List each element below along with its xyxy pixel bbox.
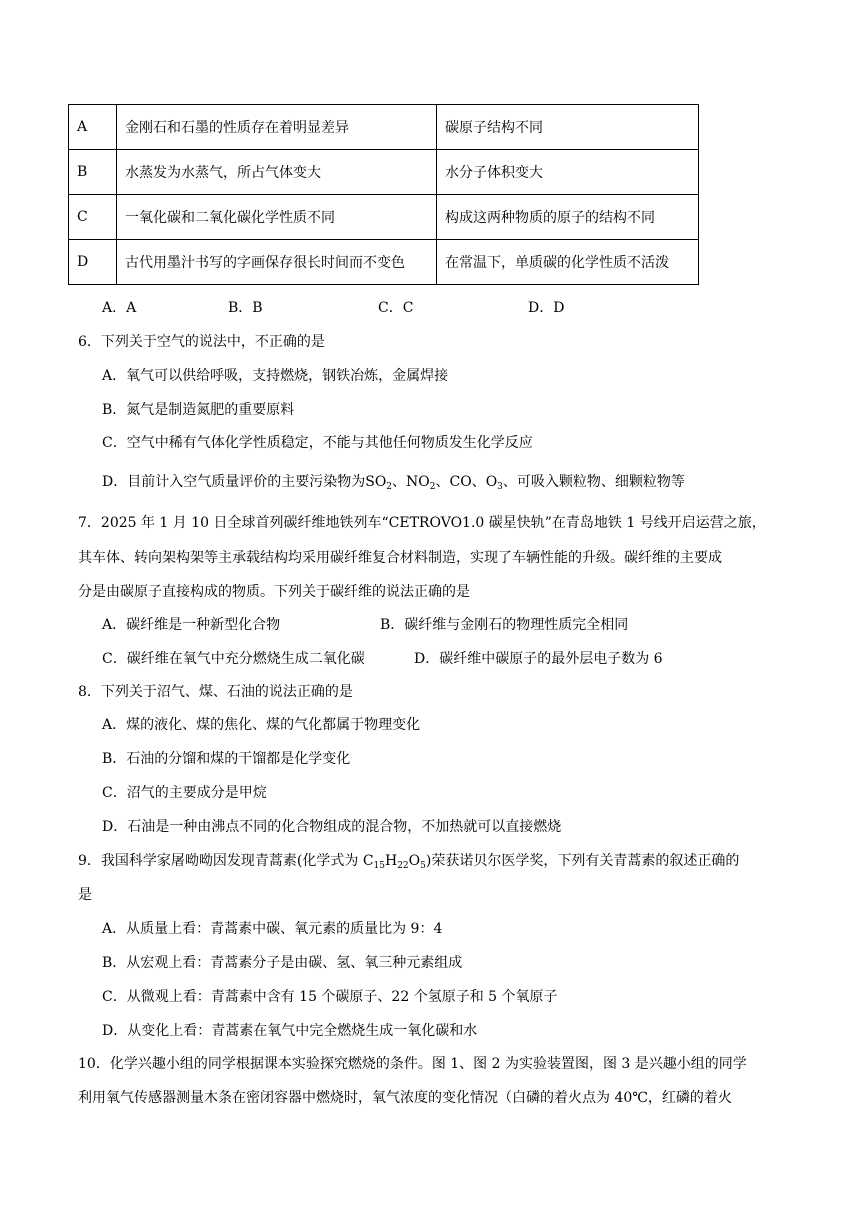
row-label: D: [69, 240, 117, 285]
q8-option-d: D．石油是一种由沸点不同的化合物组成的混合物，不加热就可以直接燃烧: [102, 819, 562, 835]
text: O: [408, 853, 421, 869]
q8-option-a: A．煤的液化、煤的焦化、煤的气化都属于物理变化: [102, 717, 421, 733]
subscript: 15: [373, 861, 385, 871]
text: H: [384, 853, 398, 869]
q8-option-b: B．石油的分馏和煤的干馏都是化学变化: [102, 751, 351, 767]
q6-option-b: B．氮气是制造氮肥的重要原料: [102, 402, 295, 418]
q7-stem-line2: 其车体、转向架构架等主承载结构均采用碳纤维复合材料制造，实现了车辆性能的升级。碳纤维的主要成: [78, 550, 722, 566]
row-label: A: [69, 105, 117, 150]
q10-stem-line1: 10．化学兴趣小组的同学根据课本实验探究燃烧的条件。图 1、图 2 为实验装置图，图 3 是兴趣小组的同学: [78, 1056, 747, 1072]
table-row: [69, 240, 699, 285]
q7-stem-line1: 7．2025 年 1 月 10 日全球首列碳纤维地铁列车“CETROVO1.0 碳星快轨”在青岛地铁 1 号线开启运营之旅，: [78, 515, 766, 531]
q5-choice-b: B．B: [228, 300, 263, 316]
table-row: [69, 105, 699, 150]
text: )荣获诺贝尔医学奖，下列有关青蒿素的叙述正确的: [425, 853, 740, 869]
q7-option-d: D．碳纤维中碳原子的最外层电子数为 6: [414, 651, 663, 667]
options-table: [68, 104, 699, 285]
q7-stem-line3: 分是由碳原子直接构成的物质。下列关于碳纤维的说法正确的是: [78, 584, 470, 600]
subscript: 5: [420, 861, 426, 871]
q8-stem: 8．下列关于沼气、煤、石油的说法正确的是: [78, 684, 353, 700]
row-explanation: 碳原子结构不同: [437, 105, 699, 150]
row-fact: 水蒸发为水蒸气，所占气体变大: [117, 150, 437, 195]
q10-stem-line2: 利用氧气传感器测量木条在密闭容器中燃烧时，氧气浓度的变化情况（白磷的着火点为 40℃，红磷的着火: [78, 1090, 732, 1106]
q6-option-a: A．氧气可以供给呼吸，支持燃烧，钢铁冶炼，金属焊接: [102, 368, 449, 384]
q6-option-d: [102, 471, 685, 491]
text: D．目前计入空气质量评价的主要污染物为SO: [102, 474, 387, 490]
q9-option-a: A．从质量上看：青蒿素中碳、氧元素的质量比为 9：4: [102, 921, 443, 937]
q9-stem-line2: 是: [78, 887, 92, 903]
q8-option-c: C．沼气的主要成分是甲烷: [102, 785, 267, 801]
row-explanation: 水分子体积变大: [437, 150, 699, 195]
row-fact: 金刚石和石墨的性质存在着明显差异: [117, 105, 437, 150]
row-label: B: [69, 150, 117, 195]
q7-option-a: A．碳纤维是一种新型化合物: [102, 617, 281, 633]
q6-stem: 6．下列关于空气的说法中，不正确的是: [78, 334, 325, 350]
table-row: [69, 195, 699, 240]
row-fact: 一氧化碳和二氧化碳化学性质不同: [117, 195, 437, 240]
subscript: 2: [386, 482, 393, 492]
q5-choice-a: A．A: [102, 300, 137, 316]
text: 、CO、O: [435, 474, 498, 490]
table-row: [69, 150, 699, 195]
text: 、NO: [392, 474, 430, 490]
row-explanation: 在常温下，单质碳的化学性质不活泼: [437, 240, 699, 285]
text: 9．我国科学家屠呦呦因发现青蒿素(化学式为 C: [78, 853, 374, 869]
row-label: C: [69, 195, 117, 240]
row-explanation: 构成这两种物质的原子的结构不同: [437, 195, 699, 240]
q7-option-c: C．碳纤维在氧气中充分燃烧生成二氧化碳: [102, 651, 365, 667]
q9-stem-line1: [78, 850, 739, 870]
q5-choice-d: D．D: [528, 300, 565, 316]
text: 、可吸入颗粒物、细颗粒物等: [502, 474, 685, 490]
subscript: 2: [429, 482, 436, 492]
q9-option-d: D．从变化上看：青蒿素在氧气中完全燃烧生成一氧化碳和水: [102, 1023, 478, 1039]
row-fact: 古代用墨汁书写的字画保存很长时间而不变色: [117, 240, 437, 285]
q7-option-b: B．碳纤维与金刚石的物理性质完全相同: [380, 617, 629, 633]
q5-choice-c: C．C: [378, 300, 414, 316]
q9-option-b: B．从宏观上看：青蒿素分子是由碳、氢、氧三种元素组成: [102, 955, 463, 971]
subscript: 3: [497, 482, 503, 492]
q6-option-c: C．空气中稀有气体化学性质稳定，不能与其他任何物质发生化学反应: [102, 435, 533, 451]
q9-option-c: C．从微观上看：青蒿素中含有 15 个碳原子、22 个氢原子和 5 个氧原子: [102, 989, 558, 1005]
subscript: 22: [397, 861, 409, 871]
